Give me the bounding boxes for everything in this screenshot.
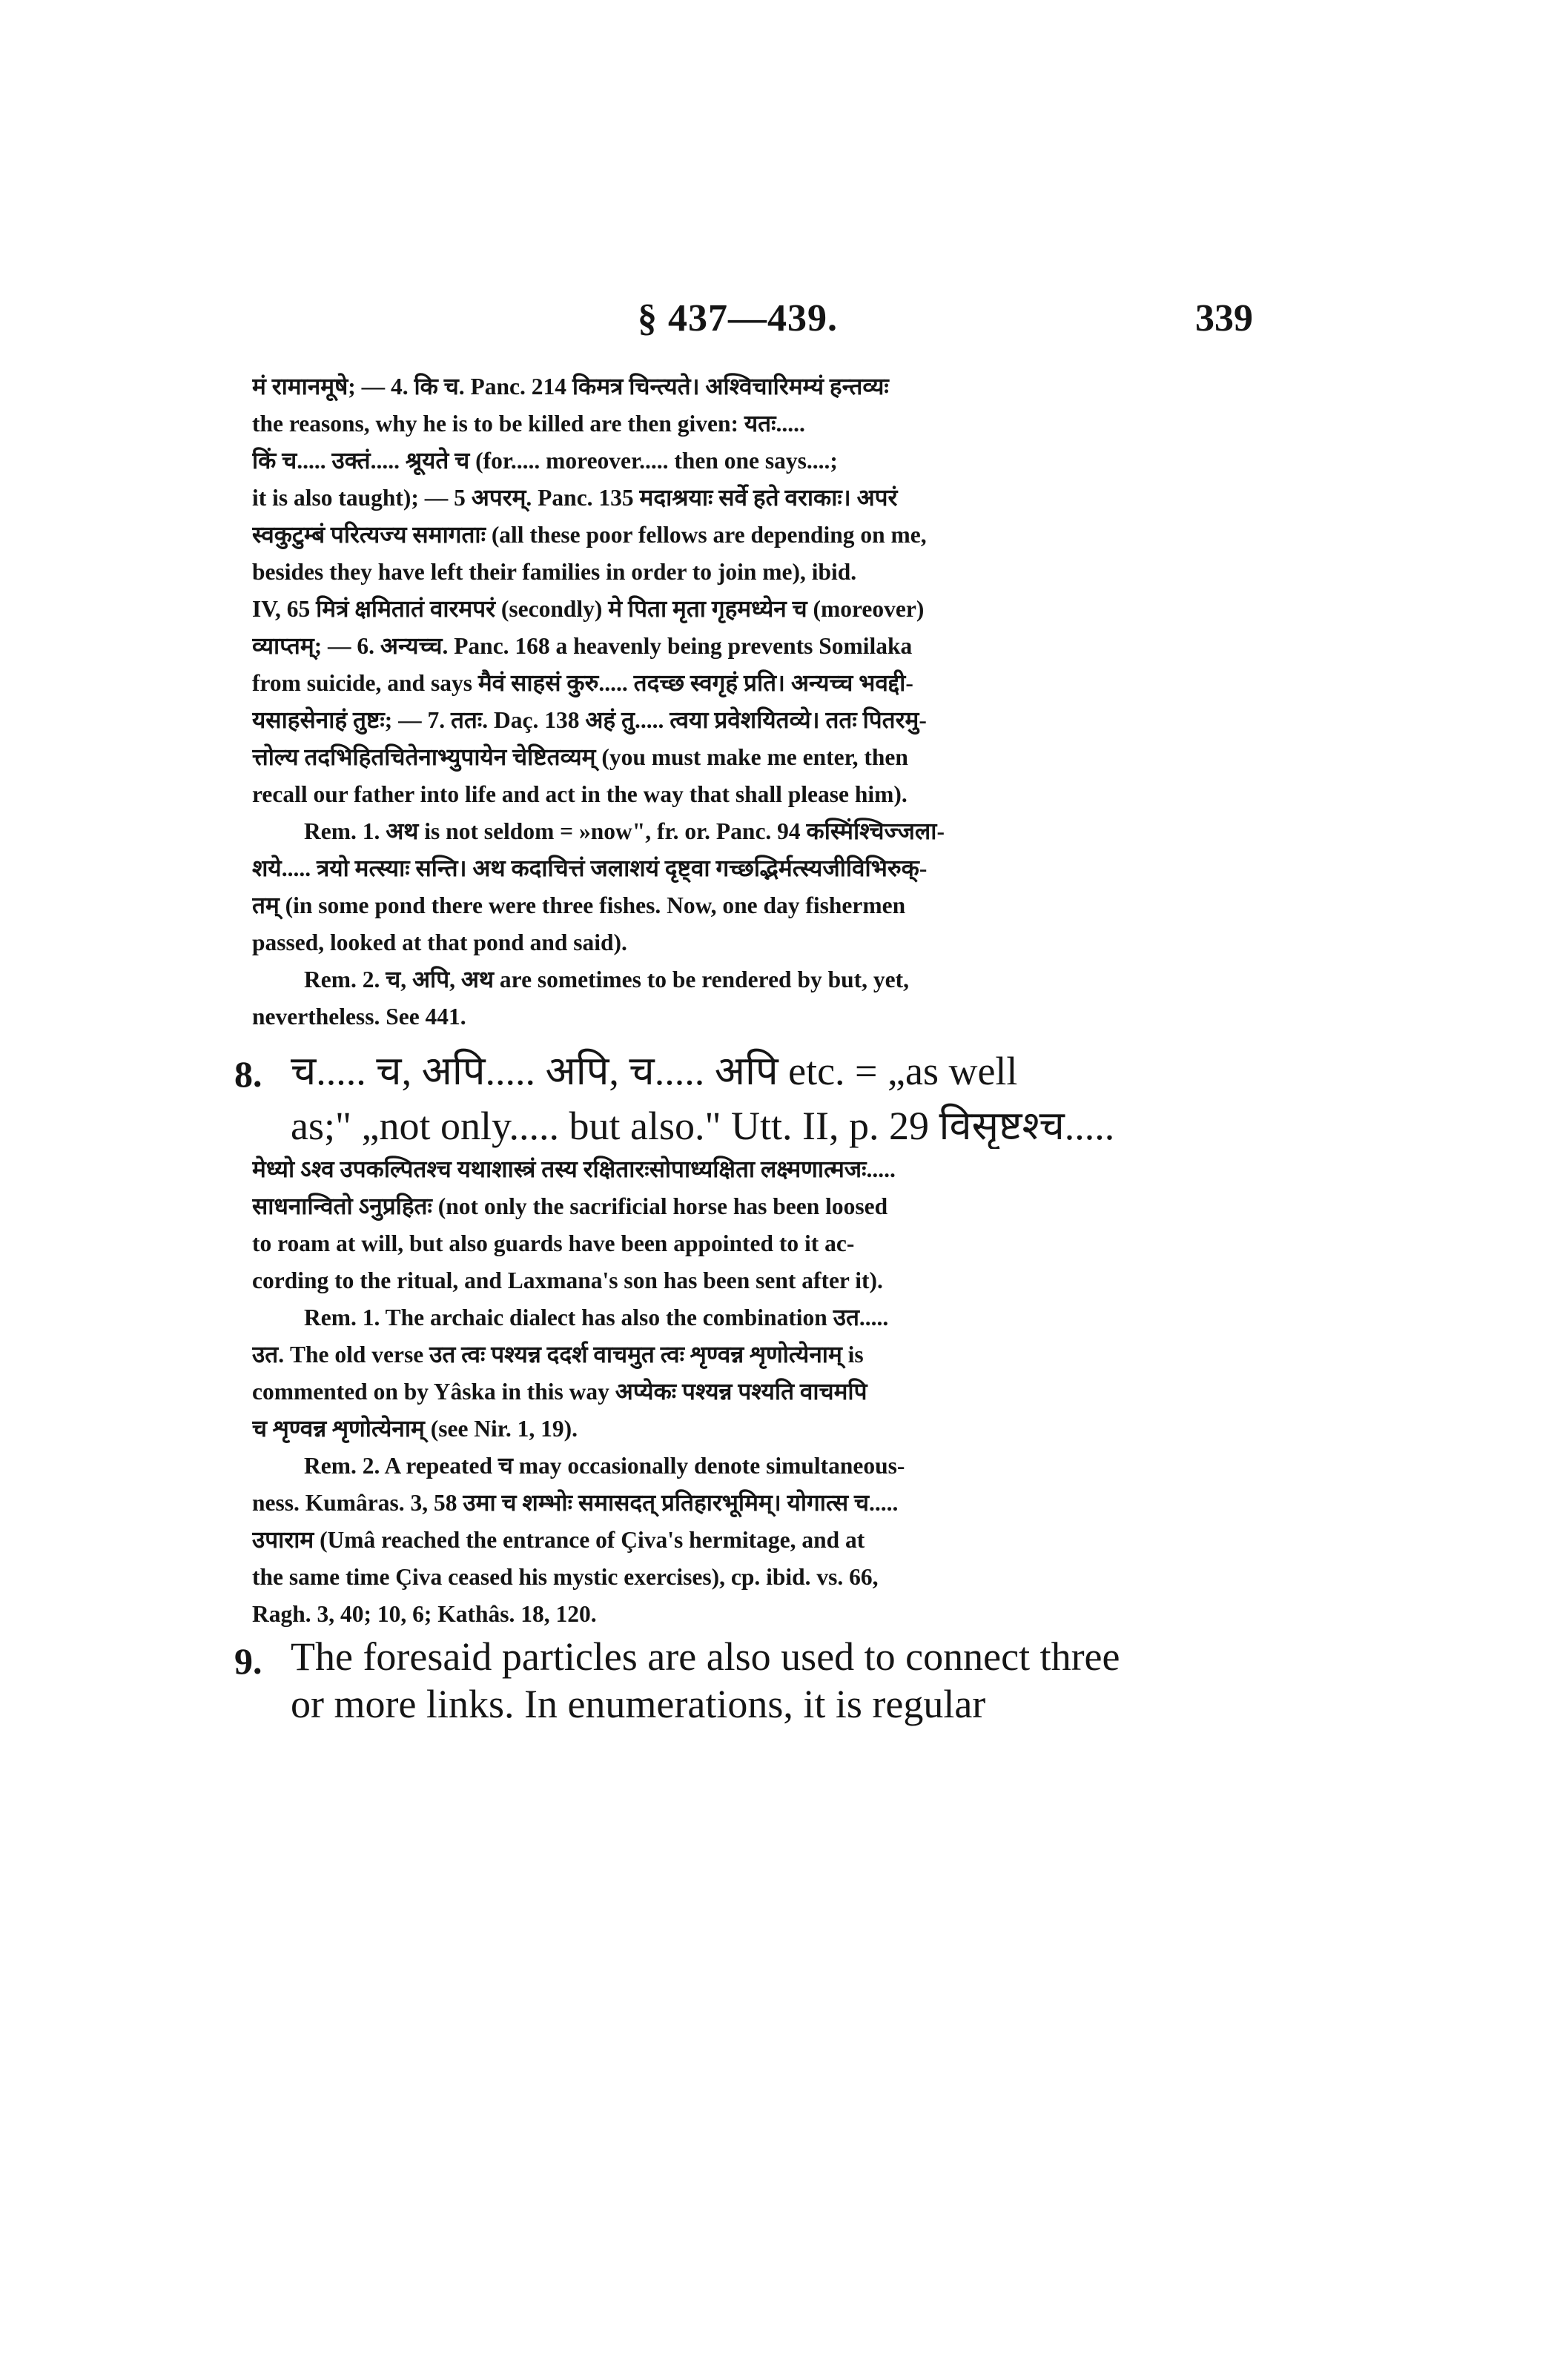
text-line: यसाहसेनाहं तुष्टः; — 7. ततः. Daç. 138 अहं तु..... त्वया प्रवेशयितव्ये। ततः पितरमु- [252,707,927,733]
text-line: commented on by Yâska in this way अप्येकः पश्यन्न पश्यति वाचमपि [252,1379,867,1405]
text-line: from suicide, and says मैवं साहसं कुरु..... तदच्छ स्वगृहं प्रति। अन्यच्च भवद्दी- [252,670,913,696]
text-line: to roam at will, but also guards have been appointed to it ac- [252,1230,855,1256]
text-line: IV, 65 मित्रं क्षमितातं वारमपरं (secondly) मे पिता मृता गृहमध्येन च (moreover) [252,596,925,622]
text-line: शये..... त्रयो मत्स्याः सन्ति। अथ कदाचित्तं जलाशयं दृष्ट्वा गच्छद्भिर्मत्स्यजीविभिरुक्- [252,855,928,881]
text-line: मेध्यो ऽश्व उपकल्पितश्च यथाशास्त्रं तस्य रक्षितारःसोपाध्यक्षिता लक्ष्मणात्मजः..... [252,1156,896,1182]
text-line: passed, looked at that pond and said). [252,929,627,955]
text-line: स्वकुटुम्बं परित्यज्य समागताः (all these poor fellows are depending on me, [252,522,927,548]
text-line: च..... च, अपि..... अपि, च..... अपि etc. = „as well [291,1049,1018,1093]
text-line: the same time Çiva ceased his mystic exercises), cp. ibid. vs. 66, [252,1564,879,1590]
text-line: तम् (in some pond there were three fishes. Now, one day fishermen [252,892,906,918]
text-line: The foresaid particles are also used to connect three [291,1634,1120,1679]
text-line: साधनान्वितो ऽनुप्रहितः (not only the sacrificial horse has been loosed [252,1193,888,1219]
text-line: मं रामानमूषे; — 4. कि च. Panc. 214 किमत्र चिन्त्यते। अश्विचारिमम्यं हन्तव्यः [252,374,889,400]
text-line: cording to the ritual, and Laxmana's son has been sent after it). [252,1267,883,1293]
text-line: recall our father into life and act in the way that shall please him). [252,781,908,807]
text-line: उत. The old verse उत त्वः पश्यन्न ददर्श वाचमुत त्वः शृण्वन्न शृणोत्येनाम् is [252,1342,864,1368]
text-line: the reasons, why he is to be killed are then given: यतः..... [252,411,805,437]
running-header [245,296,1253,356]
text-line: ness. Kumâras. 3, 58 उमा च शम्भोः समासदत् प्रतिहारभूमिम्। योगात्स च..... [252,1490,899,1516]
text-line: Rem. 1. अथ is not seldom = »now", fr. or. Panc. 94 कस्मिंश्चिज्जला- [304,818,945,844]
text-line: च शृण्वन्न शृणोत्येनाम् (see Nir. 1, 19). [252,1416,578,1442]
text-line: besides they have left their families in order to join me), ibid. [252,559,857,585]
text-line: Ragh. 3, 40; 10, 6; Kathâs. 18, 120. [252,1601,597,1627]
section-reference: § 437—439. [638,297,838,339]
text-line: Rem. 2. A repeated च may occasionally denote simultaneous- [304,1453,905,1479]
item-number: 9. [234,1640,262,1682]
text-line: Rem. 1. The archaic dialect has also the combination उत..... [304,1305,889,1330]
text-line: किं च..... उक्तं..... श्रूयते च (for..... moreover..... then one says....; [252,448,838,474]
text-line: it is also taught); — 5 अपरम्. Panc. 135 मदाश्रयाः सर्वे हते वराकाः। अपरं [252,485,898,511]
text-line: त्तोल्य तदभिहितचितेनाभ्युपायेन चेष्टितव्यम् (you must make me enter, then [252,744,908,770]
text-line: व्याप्तम्; — 6. अन्यच्च. Panc. 168 a heavenly being prevents Somilaka [252,633,913,659]
text-line: Rem. 2. च, अपि, अथ are sometimes to be rendered by but, yet, [304,967,909,992]
page-number: 339 [1195,297,1253,339]
text-line: nevertheless. See 441. [252,1004,466,1030]
text-line: as;" „not only..... but also." Utt. II, p. 29 विसृष्टश्च..... [291,1104,1115,1148]
item-number: 8. [234,1053,262,1095]
text-line: or more links. In enumerations, it is regular [291,1682,986,1726]
text-line: उपाराम (Umâ reached the entrance of Çiva's hermitage, and at [252,1527,865,1553]
